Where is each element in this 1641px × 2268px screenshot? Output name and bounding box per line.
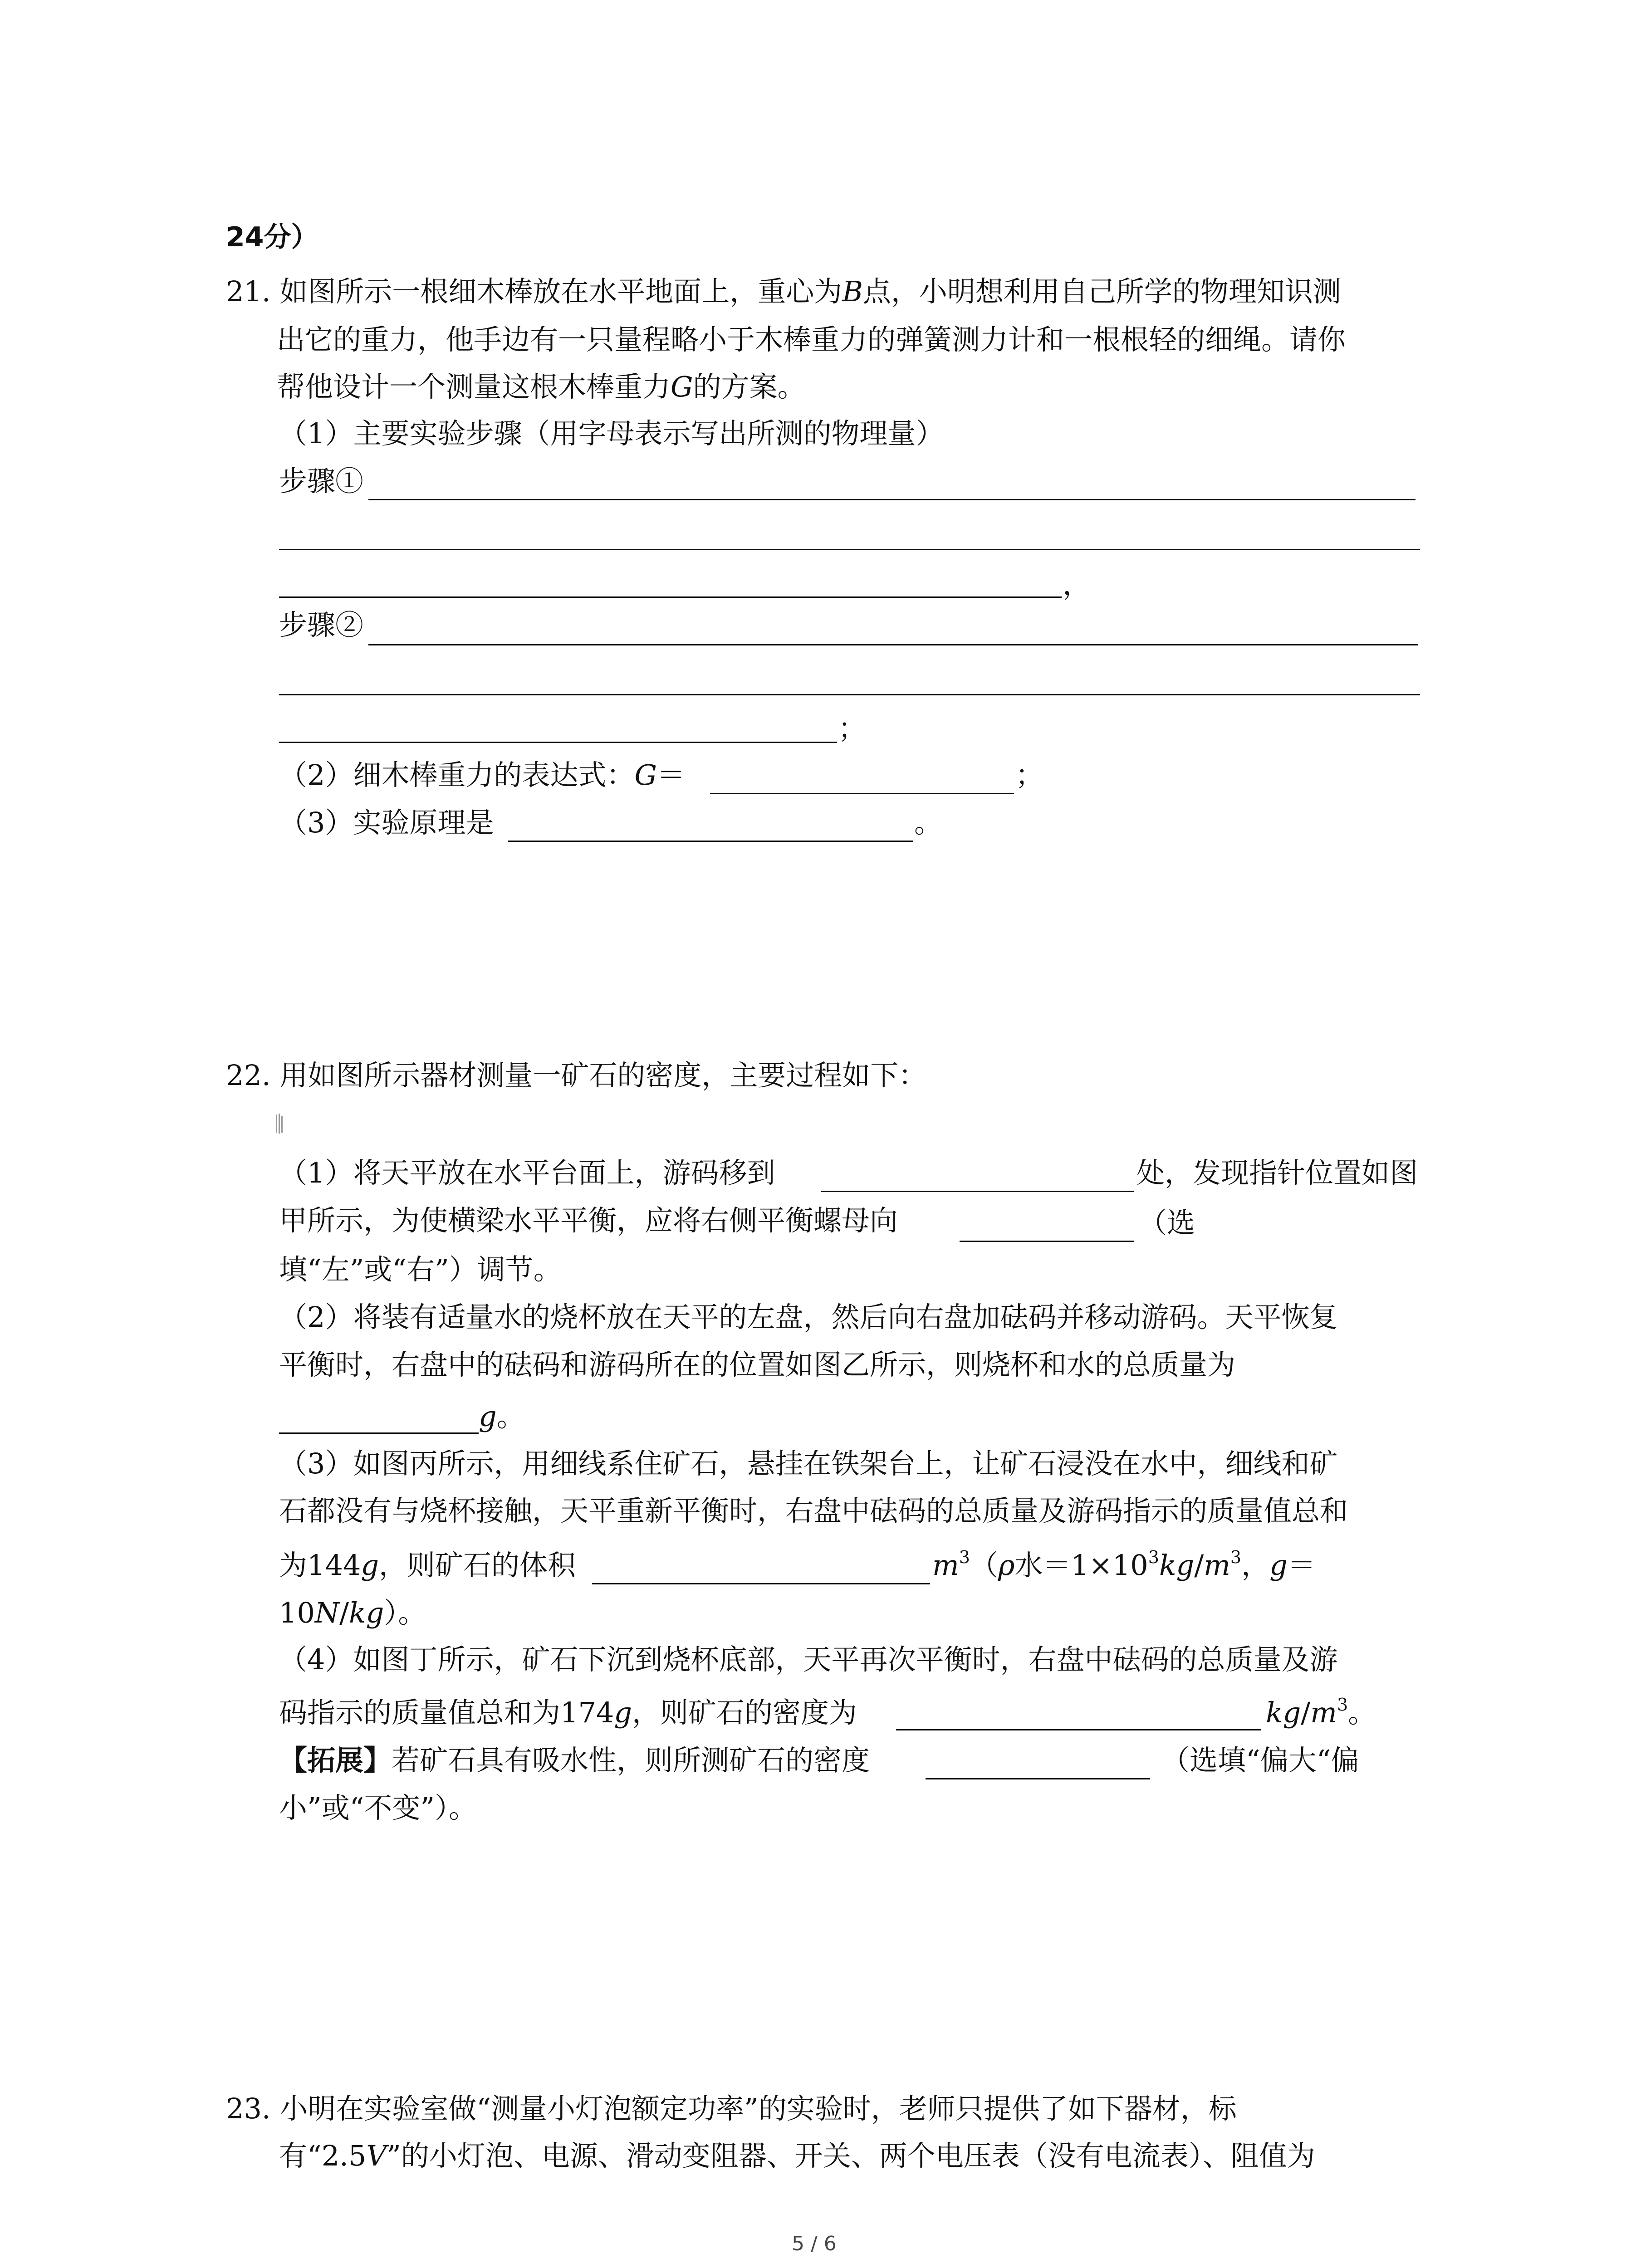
q21-line-1 [226,275,1341,308]
q21-step-2-blank-3[interactable] [279,742,837,743]
q22-extension-blank[interactable] [926,1778,1150,1779]
q22-part-3-line-3b [932,1547,1316,1582]
q22-extension-line-2: 小”或“不变”）。 [279,1791,477,1824]
q22-extension-line-1b: （选填“偏大“偏 [1161,1744,1359,1777]
q22-water-density: 水＝1×10 [1014,1549,1148,1582]
q21-line-2: 出它的重力，他手边有一只量程略小于木棒重力的弹簧测力计和一根根轻的细绳。请你 [277,323,1346,356]
q21-step-2-label: 步骤② [279,608,364,641]
q21-part-3-end: 。 [914,806,943,839]
q22-g-unit-slash: / [339,1596,349,1629]
q22-g-value: 10 [279,1596,315,1629]
q22-part-1-line-1b: 处，发现指针位置如图 [1136,1156,1418,1189]
q22-part-2-line-2: 平衡时，右盘中的砝码和游码所在的位置如图乙所示，则烧杯和水的总质量为 [279,1348,1236,1381]
q22-extension-label: 【拓展】 [279,1744,392,1777]
q22-part-1-line-2-end: （选 [1139,1206,1195,1239]
q21-step-1-blank-1[interactable] [368,499,1416,500]
q22-volume-text: ，则矿石的体积 [379,1549,576,1582]
q22-part-4-line-2a [279,1696,857,1729]
q22-part-3-line-4 [279,1596,426,1629]
q22-unit-m: m [932,1549,959,1582]
q22-slash: / [1194,1549,1204,1582]
q22-figure-image [276,1114,283,1134]
q22-mass-144-unit: g [361,1549,379,1582]
q22-kg: kg [1159,1549,1195,1582]
q21-step-2-semicolon: ； [838,712,867,745]
q22-mass-174: 码指示的质量值总和为174 [279,1696,614,1729]
q22-density-blank[interactable] [896,1729,1261,1730]
q22-mass-174-unit: g [614,1696,632,1729]
q22-part-4-line-2b [1266,1695,1376,1729]
q23-volt-unit: V [366,2139,387,2172]
q21-step-1-blank-3[interactable] [279,596,1062,598]
q21-line-3 [277,370,806,403]
q21-step-1-comma: ， [1063,568,1091,601]
q21-step-2-blank-1[interactable] [368,644,1418,645]
q22-part-1-line-2: 甲所示，为使横梁水平平衡，应将右侧平衡螺母向 [279,1204,898,1237]
q22-mass-144: 为144 [279,1549,361,1582]
q22-rider-position-blank[interactable] [821,1191,1134,1192]
q21-part-2-text: （2）细木棒重力的表达式： [279,758,635,792]
q23-line-2-text: 有“2.5 [279,2139,367,2172]
q23-line-2-end: ”的小灯泡、电源、滑动变阻器、开关、两个电压表（没有电流表）、阻值为 [387,2139,1315,2172]
q21-point-b: B [842,275,863,308]
q22-part-4-line-1: （4）如图丁所示，矿石下沉到烧杯底部，天平再次平衡时，右盘中砝码的总质量及游 [279,1643,1338,1676]
q21-line-1-end: 点，小明想利用自己所学的物理知识测 [862,275,1341,308]
q22-volume-blank[interactable] [592,1583,930,1584]
q21-line-1-text: 21. 如图所示一根细木棒放在水平地面上，重心为 [226,275,843,308]
q21-part-2 [279,758,685,792]
q22-density-unit-slash: / [1301,1696,1311,1729]
q21-line-3-text: 帮他设计一个测量这根木棒重力 [277,370,671,403]
q22-part-3-line-2: 石都没有与烧杯接触，天平重新平衡时，右盘中砝码的总质量及游码指示的质量值总和 [279,1494,1348,1527]
page-number: 5 / 6 [792,2232,837,2255]
q22-part-4-end: 。 [1348,1696,1376,1729]
q22-part-3-line-1: （3）如图丙所示，用细线系住矿石，悬挂在铁架台上，让矿石浸没在水中，细线和矿 [279,1447,1338,1480]
q22-density-unit-kg: kg [1266,1696,1301,1729]
q22-rho: ρ [998,1549,1015,1582]
q22-paren: （ [970,1549,998,1582]
q22-total-mass-blank[interactable] [279,1432,479,1434]
q22-g-unit-kg: kg [349,1596,384,1629]
q22-density-unit-exp: 3 [1337,1695,1348,1715]
q21-principle-blank[interactable] [508,841,913,842]
q22-part-3-line-3a [279,1549,576,1582]
q22-extension-line-1a [279,1744,870,1777]
q21-g-symbol: G [671,370,693,403]
q22-part-2-end: 。 [496,1400,525,1433]
q22-water-density-exp: 3 [1148,1547,1159,1567]
q22-nut-direction-blank[interactable] [960,1241,1134,1242]
q21-gravity-expression-blank[interactable] [710,793,1014,794]
q22-g-unit-n: N [314,1596,340,1629]
q21-part-2-end: ； [1015,758,1044,792]
q21-part-3: （3）实验原理是 [279,806,494,839]
q22-part-3-end: ）。 [384,1596,426,1629]
q23-line-2 [279,2139,1315,2172]
q22-unit-m-exp: 3 [959,1547,970,1567]
q22-g-eq: ＝ [1287,1549,1316,1582]
q22-part-2-line-1: （2）将装有适量水的烧杯放在天平的左盘，然后向右盘加砝码并移动游码。天平恢复 [279,1300,1338,1334]
q22-line-1: 22. 用如图所示器材测量一矿石的密度，主要过程如下： [226,1059,927,1092]
q21-step-1-label: 步骤① [279,464,364,498]
q21-part-1: （1）主要实验步骤（用字母表示写出所测的物理量） [279,417,944,450]
q22-g-symbol: g [1269,1549,1288,1582]
q21-line-3-end: 的方案。 [693,370,806,403]
q22-part-1-line-1a: （1）将天平放在水平台面上，游码移到 [279,1156,775,1189]
q21-step-2-blank-2[interactable] [279,694,1420,695]
section-score: 24分） [226,221,318,253]
q21-step-1-blank-2[interactable] [279,549,1420,550]
q22-comma: ， [1241,1549,1270,1582]
q22-part-2-g: g [479,1400,497,1433]
q21-part-2-g: G [634,758,657,792]
q22-density-unit-m: m [1310,1696,1337,1729]
q21-part-2-eq: ＝ [656,758,685,792]
q22-part-1-line-3: 填“左”或“右”）调节。 [279,1253,562,1286]
q22-m-exp: 3 [1230,1547,1242,1567]
q22-extension-text: 若矿石具有吸水性，则所测矿石的密度 [392,1744,870,1777]
q22-density-text: ，则矿石的密度为 [632,1696,857,1729]
q23-line-1: 23. 小明在实验室做“测量小灯泡额定功率”的实验时，老师只提供了如下器材，标 [226,2092,1237,2125]
q22-m: m [1204,1549,1230,1582]
q22-part-2-unit [479,1400,525,1433]
